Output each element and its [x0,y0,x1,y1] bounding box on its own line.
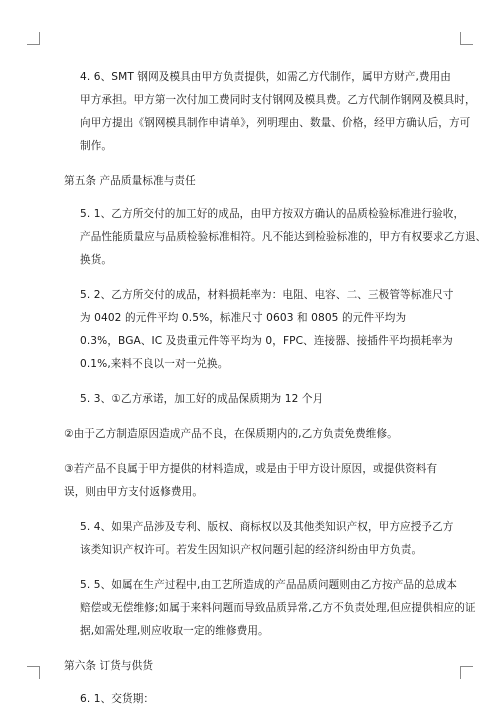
text-line: 甲方承担。甲方第一次付加工费同时支付钢网及模具费。乙方代制作钢网及模具时， [80,94,476,106]
paragraph [64,574,476,643]
paragraph [64,203,487,272]
text-line: 5. 5、如属在生产过程中,由工艺所造成的产品品质问题则由乙方按产品的总成本 [80,579,457,591]
text-line: 6. 1、交货期： [80,693,155,705]
text-line: 5. 1、乙方所交付的加工好的成品，由甲方按双方确认的品质检验标准进行验收， [80,208,465,220]
text-line: ③若产品不良属于甲方提供的材料造成，或是由于甲方设计原因，或提供资料有 [64,463,438,475]
text-line: 0.1%,来料不良以一对一兑换。 [80,358,229,370]
text-line: 该类知识产权许可。若发生因知识产权问题引起的经济纠纷由甲方负责。 [80,544,423,556]
text-line: 据,如需处理,则应收取一定的维修费用。 [80,625,269,637]
text-line: 第五条 产品质量标准与责任 [64,175,196,187]
text-line: ②由于乙方制造原因造成产品不良，在保质期内的,乙方负责免费维修。 [64,428,398,440]
text-line: 4. 6、SMT 钢网及模具由甲方负责提供，如需乙方代制作，属甲方财产,费用由 [80,71,451,83]
paragraph [64,688,439,711]
text-line: 向甲方提出《钢网模具制作申请单》，列明理由、数量、价格，经甲方确认后，方可 [80,117,471,129]
text-line: 误，则由甲方支付返修费用。 [64,486,204,498]
crop-mark-top-right [460,32,473,45]
text-line: 换货。 [80,254,113,266]
text-line: 0.3%，BGA、IC 及贵重元件等平均为 0，FPC、连接器、接插件平均损耗率为 [80,335,453,347]
text-line: 赔偿或无偿维修;如属于来料问题而导致品质异常,乙方不负责处理,但应提供相应的证 [80,602,476,614]
text-line: 5. 4、如果产品涉及专利、版权、商标权以及其他类知识产权，甲方应授予乙方 [80,521,454,533]
paragraph [64,66,476,158]
text-line: 为 0402 的元件平均 0.5%，标准尺寸 0603 和 0805 的元件平均为 [80,312,407,324]
text-line: 第六条 订货与供货 [64,660,154,672]
paragraph [64,388,439,411]
text-line: 5. 3、①乙方承诺，加工好的成品保质期为 12 个月 [80,393,324,405]
text-line: 制作。 [80,140,113,152]
paragraph [64,284,454,376]
paragraph [64,458,439,504]
text-line: 产品性能质量应与品质检验标准相符。凡不能达到检验标准的，甲方有权要求乙方退、 [80,231,487,243]
paragraph [64,423,439,446]
crop-mark-top-left [27,32,40,45]
section-heading [64,170,439,193]
document-body [64,66,487,723]
text-line: 5. 2、乙方所交付的成品，材料损耗率为：电阻、电容、二、三极管等标准尺寸 [80,289,454,301]
crop-mark-bottom-left [27,666,40,679]
paragraph [64,516,454,562]
section-heading [64,655,439,678]
crop-mark-bottom-right [460,666,473,679]
